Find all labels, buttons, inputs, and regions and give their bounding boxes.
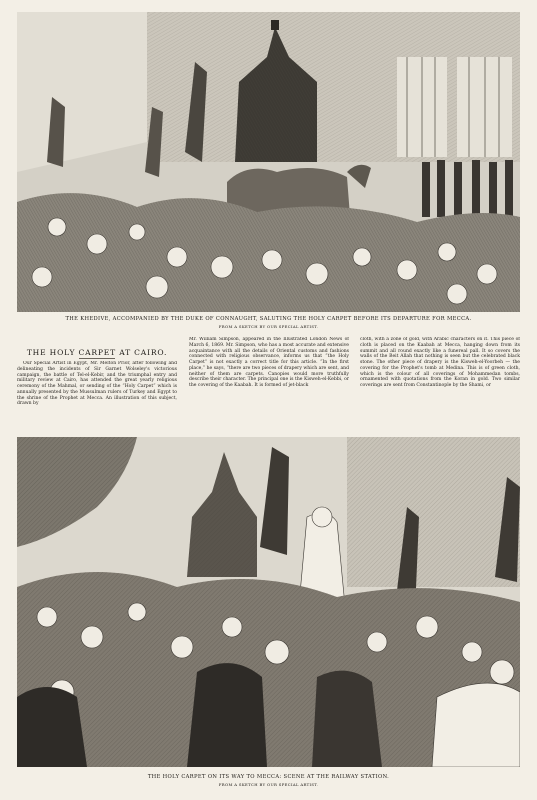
article-column-3 — [360, 337, 520, 429]
article-holy-carpet — [17, 337, 520, 431]
article-title: THE HOLY CARPET AT CAIRO. — [26, 348, 168, 357]
article-column-2 — [189, 337, 349, 429]
title-rule — [79, 358, 115, 359]
article-column-1 — [17, 361, 177, 429]
bottom-engraving-credit: FROM A SKETCH BY OUR SPECIAL ARTIST. — [218, 782, 319, 787]
column-2-text: Mr. William Simpson, appeared in the Illustrated London News of March 6, 1869. Mr. Simpson, who has a most accurate and extensive acquaintance with all the details of Oriental customs and fashions connected with religious observance, informs us that “the Holy Carpet” is not exactly a correct title for this article. “In the first place,” he says, “there are two pieces of drapery which are sent, and neither of them are carpets. Canopies would more truthfully describe their character. The principal one is the Kisweh-el-Kebbi, or the covering of the Kaabah. It is formed of jet-black — [189, 337, 349, 388]
column-3-text: cloth, with a zone of gold, with Arabic characters on it. This piece of cloth is placed on the Kaabah at Mecca, hanging down from its summit and all round exactly like a funereal pall. It so covers the walls of the Beit Allah that nothing is seen but the celebrated black stone. The other piece of drapery is the Kisweh-el-Yoorbeh — the covering for the Prophet's tomb at Medina. This is of green cloth, which is the colour of all coverings of Mohammedan tombs, ornamented with quotations from the Koran in gold. Two similar coverings are sent from Constantinople by the Shami, or — [360, 337, 520, 388]
top-engraving-credit: FROM A SKETCH BY OUR SPECIAL ARTIST. — [218, 324, 319, 329]
engraving-khedive-saluting-holy-carpet — [17, 12, 520, 312]
top-engraving-caption: THE KHEDIVE, ACCOMPANIED BY THE DUKE OF CONNAUGHT, SALUTING THE HOLY CARPET BEFORE ITS DEPARTURE FOR MECCA. — [65, 316, 472, 322]
bottom-engraving-caption: THE HOLY CARPET ON ITS WAY TO MECCA: SCENE AT THE RAILWAY STATION. — [147, 774, 390, 780]
column-1-text: Our Special Artist in Egypt, Mr. Melton Prior, after following and delineating the incidents of Sir Garnet Wolseley's victorious campaign, the battle of Tel-el-Kebir, and the triumphal entry and military review at Cairo, has attended the great yearly religious ceremony of the Mahmal, or sending of the “Holy Carpet” which is annually presented by the Mussulman rulers of Turkey and Egypt to the shrine of the Prophet at Mecca. An illustration of this subject, drawn by — [17, 361, 177, 407]
engraving-holy-carpet-railway-station — [17, 437, 520, 767]
